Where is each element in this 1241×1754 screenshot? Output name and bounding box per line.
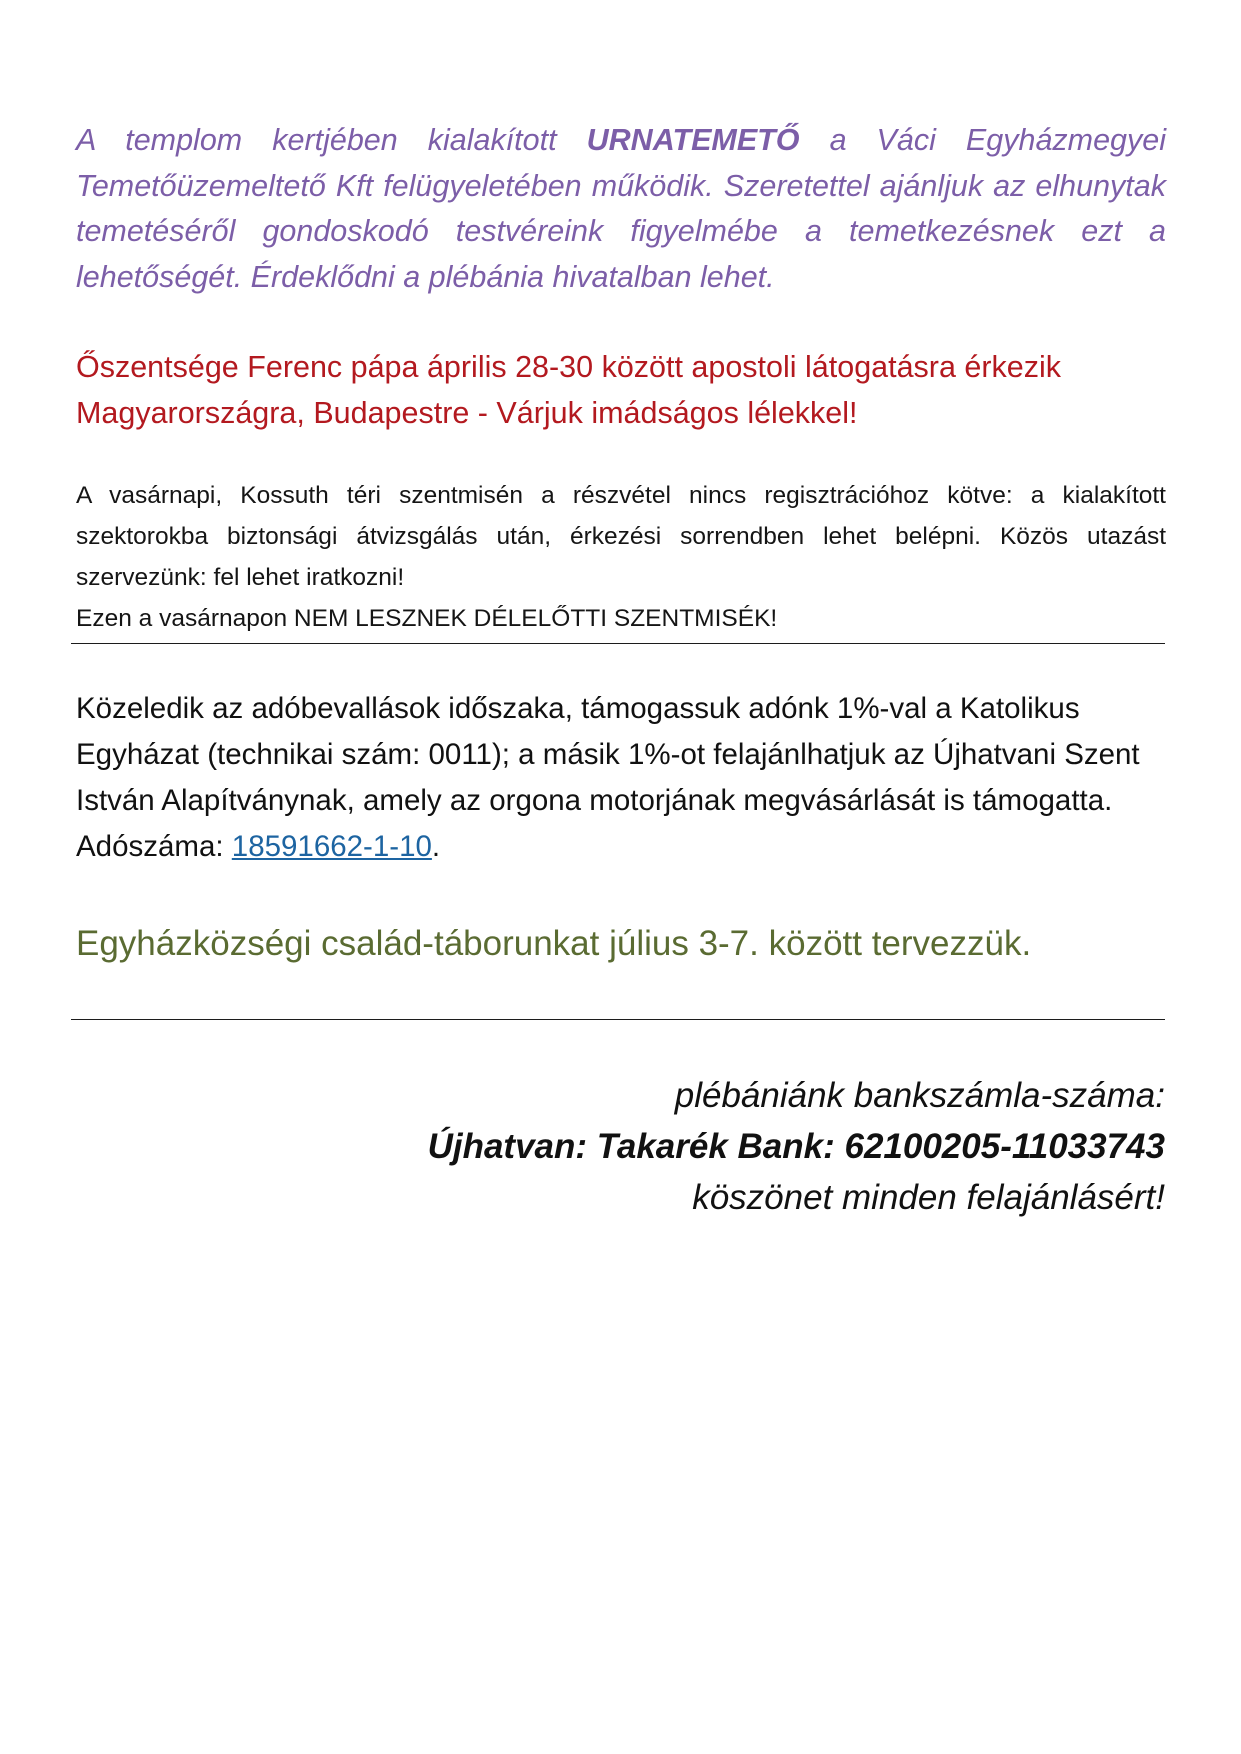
section-divider (71, 643, 1165, 644)
urn-cemetery-notice (76, 118, 1166, 300)
kossuth-mass-paragraph: A vasárnapi, Kossuth téri szentmisén a részvétel nincs regisztrációhoz kötve: a kialakított szektorokba biztonsági átvizsgálás után, érkezési sorrendben lehet belépni. Közös utazást szervezünk: fel lehet iratkozni! (76, 482, 1166, 591)
urn-cemetery-rest: a Váci Egyházmegyei Temetőüzemeltető Kft felügyeletében működik. Szeretettel ajánljuk az elhunytak temetéséről gondoskodó testvéreink figyelmébe a temetkezésnek ezt a lehetőségét. Érdeklődni a plébánia hivatalban lehet. (76, 123, 1166, 294)
kossuth-mass-notice (76, 475, 1166, 639)
bank-account-number: Újhatvan: Takarék Bank: 62100205-11033743 (427, 1127, 1165, 1166)
tax-offering-end: . (431, 830, 441, 863)
family-camp-notice: Egyházközségi család-táborunkat július 3-7. között tervezzük. (76, 924, 1032, 963)
tax-number-link[interactable]: 18591662-1-10 (231, 830, 432, 863)
bank-thanks: köszönet minden felajánlásért! (692, 1178, 1165, 1217)
no-morning-mass-notice: Ezen a vasárnapon NEM LESZNEK DÉLELŐTTI SZENTMISÉK! (76, 605, 778, 632)
bank-account-label: plébániánk bankszámla-száma: (674, 1076, 1165, 1115)
section-divider (71, 1019, 1165, 1020)
urn-cemetery-intro: A templom kertjében kialakított (76, 123, 587, 157)
tax-offering-notice (76, 686, 1166, 870)
pope-visit-notice: Őszentsége Ferenc pápa április 28-30 között apostoli látogatásra érkezik Magyarországra, Budapestre - Várjuk imádságos lélekkel! (76, 350, 1062, 430)
bank-account-block (265, 1070, 1165, 1223)
tax-offering-text: Közeledik az adóbevallások időszaka, támogassuk adónk 1%-val a Katolikus Egyházat (technikai szám: 0011); a másik 1%-ot felajánlhatjuk az Újhatvani Szent István Alapítványnak, amely az orgona motorjának megvásárlását is támogatta. Adószáma: (76, 692, 1140, 863)
urn-cemetery-highlight: URNATEMETŐ (586, 123, 800, 157)
